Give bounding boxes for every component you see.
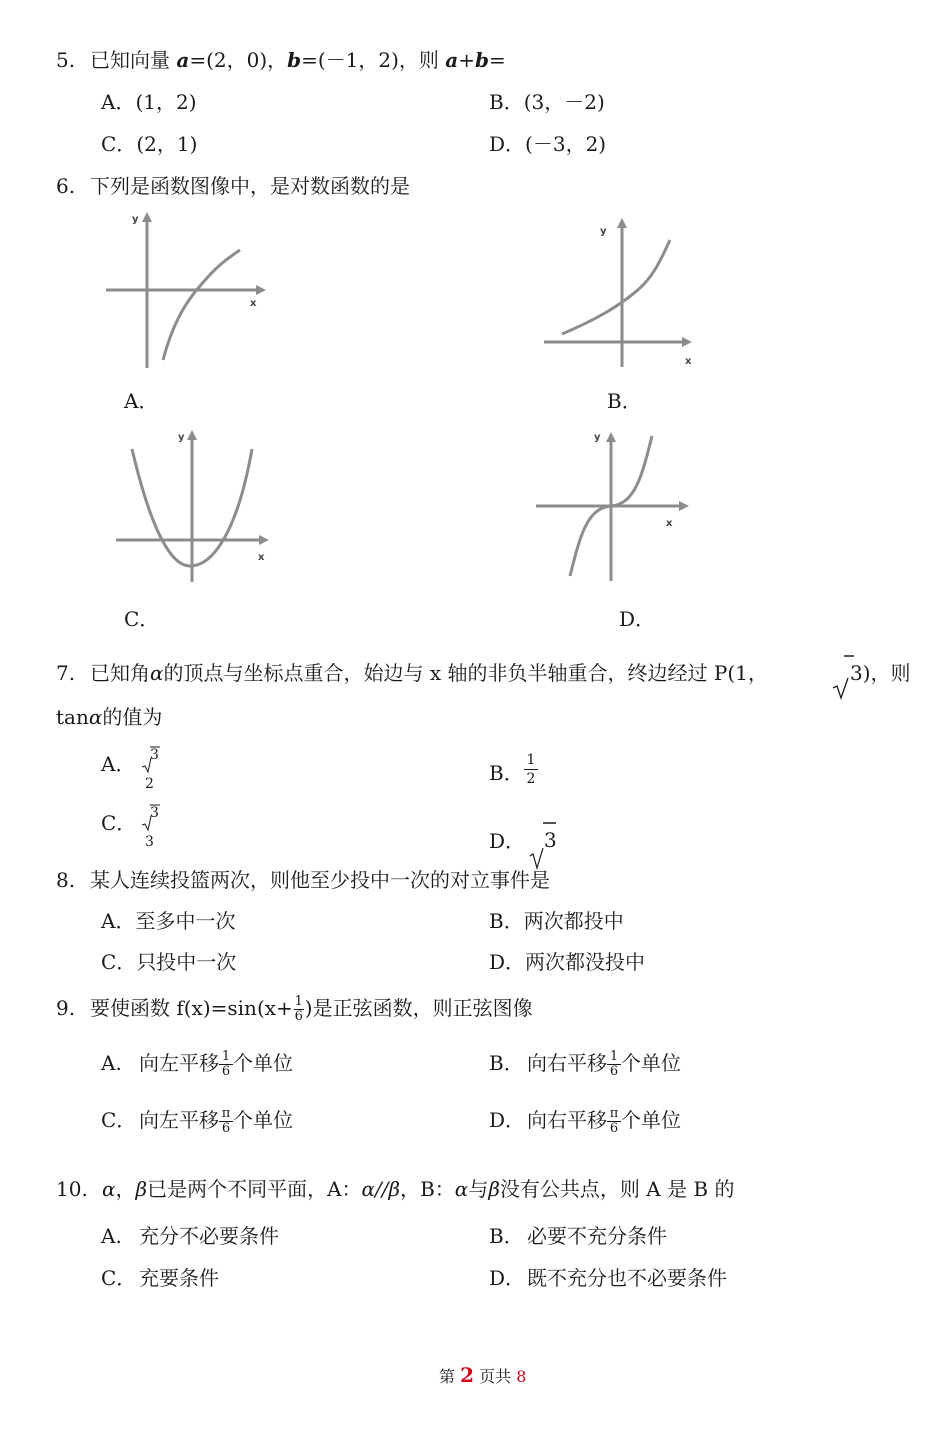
q9-number: 9.: [56, 996, 76, 1020]
q6-graph-a-y-label: y: [132, 214, 139, 225]
q7-option-c-sqrt: [140, 802, 166, 850]
q8-option-a: A．至多中一次: [101, 909, 236, 933]
q5-option-c: C．(2，1): [101, 132, 198, 156]
q10-number: 10.: [56, 1177, 88, 1201]
q10-option-d: D．既不充分也不必要条件: [489, 1266, 727, 1290]
q6-graph-c-y-label: y: [178, 432, 185, 443]
q10-option-a: A. 充分不必要条件: [101, 1224, 279, 1248]
q10-option-b: B． 必要不充分条件: [489, 1224, 667, 1248]
q6-graph-d-y-label: y: [594, 432, 601, 443]
q9-option-d: D．向右平移 $\frac{\pi}{6}$ 个单位: [489, 1106, 681, 1136]
q6-option-b: B．: [607, 389, 642, 413]
q9-stem: 9. 要使函数 f(x)=sin(x+ $\frac{1}{6}$ )是正弦函数，则正弦图像: [56, 994, 533, 1024]
q5-stem: 5. 已知向量 a=(2，0)，b=(－1，2)，则 a+b=: [56, 48, 506, 72]
q5-option-b: B．(3，－2): [489, 90, 605, 114]
q6-graph-c: [112, 424, 277, 589]
q7-option-b-denominator: 2: [524, 769, 538, 788]
q7-option-d-radicand: 3: [544, 828, 557, 852]
q6-graph-c-x-label: x: [258, 552, 265, 563]
q6-graph-b-y-label: y: [600, 226, 607, 237]
q9-option-b: B． 向右平移 $\frac{1}{6}$ 个单位: [489, 1049, 681, 1079]
q6-graph-a: [100, 208, 275, 378]
q8-number: 8.: [56, 868, 76, 892]
q8-stem: 8. 某人连续投篮两次，则他至少投中一次的对立事件是: [56, 868, 550, 892]
q5-number: 5.: [56, 48, 76, 72]
q7-option-c-denominator: 3: [145, 834, 154, 850]
q6-graph-d: [532, 426, 697, 586]
q7-option-a-numerator: 3: [150, 747, 159, 763]
q7-stem-line1-end: 3)，则: [850, 661, 911, 685]
q6-stem: 6. 下列是函数图像中，是对数函数的是: [56, 174, 410, 198]
q6-option-a: A．: [124, 389, 159, 413]
total-pages: 8: [516, 1367, 527, 1386]
q7-option-a-sqrt: [140, 744, 166, 792]
q6-number: 6.: [56, 174, 76, 198]
q6-graph-b-x-label: x: [685, 356, 692, 367]
q7-option-b-fraction: [524, 751, 538, 788]
current-page-number: 2: [460, 1363, 475, 1387]
q7-option-d-label: D．: [489, 829, 526, 853]
q7-number: 7.: [56, 661, 76, 685]
q7-option-a-denominator: 2: [145, 776, 154, 792]
q7-option-a-label: A．: [101, 752, 136, 776]
q7-option-c-label: C．: [101, 811, 137, 835]
q7-option-b-numerator: 1: [526, 752, 536, 768]
q9-option-a: A. 向左平移 $\frac{1}{6}$ 个单位: [101, 1049, 293, 1079]
q7-option-b-label: B．: [489, 761, 524, 785]
q7-option-c-numerator: 3: [150, 805, 159, 821]
q8-option-d: D．两次都没投中: [489, 950, 646, 974]
q8-option-b: B．两次都投中: [489, 909, 624, 933]
q7-option-d-sqrt: [528, 818, 562, 874]
q6-option-d: D．: [619, 607, 656, 631]
q7-stem-line1: 7. 已知角α的顶点与坐标点重合，始边与 x 轴的非负半轴重合，终边经过 P(1，: [56, 661, 768, 685]
q10-stem: 10. α，β已是两个不同平面，A：α//β，B：α与β没有公共点，则 A 是 B 的: [56, 1177, 735, 1201]
q5-option-a: A．(1，2): [101, 90, 197, 114]
q9-option-c: C． 向左平移 $\frac{\pi}{6}$ 个单位: [101, 1106, 293, 1136]
q10-option-c: C． 充要条件: [101, 1266, 219, 1290]
q5-option-d: D．(－3，2): [489, 132, 607, 156]
page-footer: 第 2 页共 8: [439, 1363, 527, 1387]
q7-stem-line2: tanα的值为: [56, 705, 163, 729]
q9-fraction: $\frac{1}{6}$: [294, 994, 303, 1024]
q6-graph-a-x-label: x: [250, 298, 257, 309]
q8-option-c: C．只投中一次: [101, 950, 237, 974]
q6-graph-d-x-label: x: [666, 518, 673, 529]
q6-graph-b: [540, 212, 705, 372]
q6-option-c: C．: [124, 607, 160, 631]
